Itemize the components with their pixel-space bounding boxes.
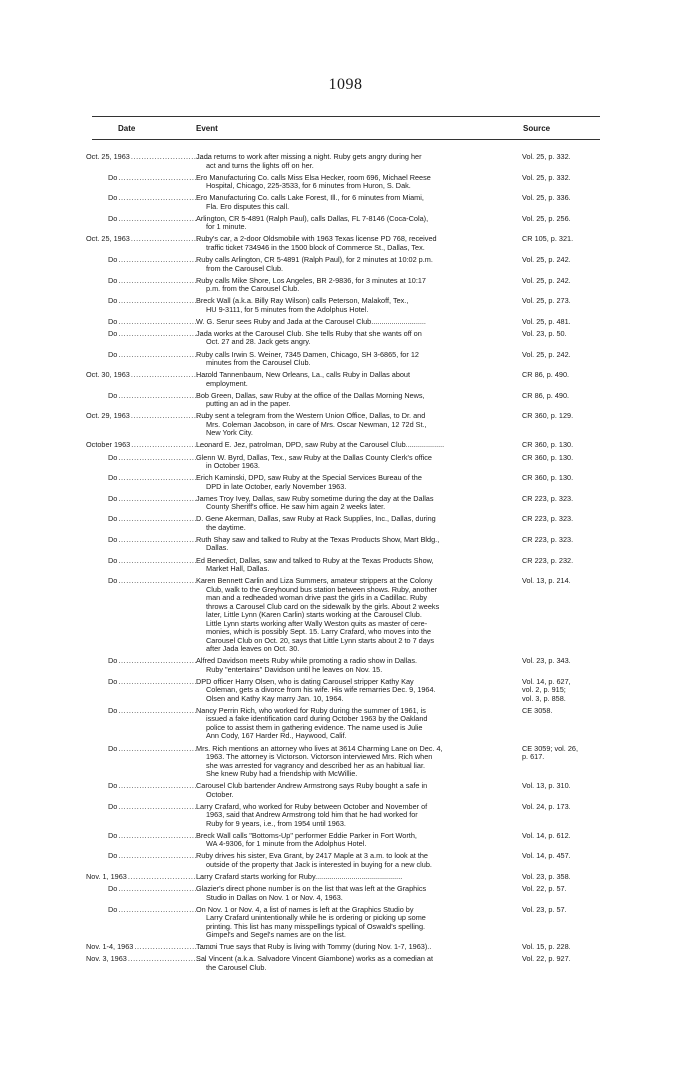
row-date-label: Do bbox=[108, 316, 118, 326]
source-line: Vol. 23, p. 343. bbox=[522, 656, 571, 666]
row-event bbox=[196, 194, 514, 211]
row-event bbox=[196, 412, 514, 438]
event-line: Olsen and Kathy Kay marry Jan. 10, 1964. bbox=[206, 693, 344, 703]
row-event bbox=[196, 153, 514, 170]
header-top-rule bbox=[92, 116, 600, 117]
event-line: WA 4-9306, for 1 minute from the Adolphus Hotel. bbox=[206, 839, 367, 849]
row-date-label: Do bbox=[108, 213, 118, 223]
event-line: p.m. from the Carousel Club. bbox=[206, 284, 300, 294]
row-event bbox=[196, 852, 514, 869]
dot-leader: .............................. bbox=[130, 152, 210, 161]
event-line: D. Gene Akerman, Dallas, saw Ruby at Rack Supplies, Inc., Dallas, during bbox=[196, 514, 436, 524]
row-event bbox=[196, 678, 514, 704]
row-date-label: Do bbox=[108, 851, 118, 861]
event-line: outside of the property that Jack is interested in buying for a new club. bbox=[206, 859, 432, 869]
event-line: Ruby for 9 years, i.e., from 1954 until 1963. bbox=[206, 818, 346, 828]
source-line: CR 360, p. 130. bbox=[522, 440, 574, 450]
row-event bbox=[196, 536, 514, 553]
dot-leader: .............................. bbox=[118, 473, 198, 483]
source-line: CR 360, p. 130. bbox=[522, 473, 574, 483]
source-line: Vol. 25, p. 481. bbox=[522, 316, 571, 326]
dot-leader: .............................. bbox=[118, 830, 198, 840]
column-header-event: Event bbox=[196, 124, 218, 133]
row-source bbox=[522, 536, 614, 545]
row-source bbox=[522, 557, 614, 566]
event-line: employment. bbox=[206, 378, 248, 388]
event-line: Ruth Shay saw and talked to Ruby at the Texas Products Show, Mart Bldg., bbox=[196, 534, 440, 544]
row-event bbox=[196, 955, 514, 972]
row-date bbox=[86, 370, 210, 380]
event-line: she was arrested for vagrancy and described her as an habitual liar. bbox=[206, 760, 426, 770]
dot-leader: .............................. bbox=[130, 411, 210, 421]
event-line: Ruby drives his sister, Eva Grant, by 2417 Maple at 3 a.m. to look at the bbox=[196, 851, 428, 861]
event-line: Ruby calls Mike Shore, Los Angeles, BR 2-9836, for 3 minutes at 10:17 bbox=[196, 275, 426, 285]
event-line: Oct. 27 and 28. Jack gets angry. bbox=[206, 337, 311, 347]
row-date-label: Do bbox=[108, 576, 118, 586]
row-source bbox=[522, 194, 614, 203]
event-line: Ruby calls Arlington, CR 5-4891 (Ralph Paul), for 2 minutes at 10:02 p.m. bbox=[196, 255, 433, 264]
event-line: putting an ad in the paper. bbox=[206, 399, 291, 409]
row-date-label: Oct. 25, 1963 bbox=[86, 234, 130, 244]
dot-leader: .............................. bbox=[118, 801, 198, 811]
row-source bbox=[522, 256, 614, 265]
row-date-label: Do bbox=[108, 328, 118, 338]
dot-leader: .............................. bbox=[118, 781, 198, 791]
row-date-label: Do bbox=[108, 743, 118, 753]
row-event bbox=[196, 330, 514, 347]
source-line: Vol. 13, p. 214. bbox=[522, 576, 571, 586]
row-date bbox=[86, 152, 210, 162]
column-header-source: Source bbox=[523, 124, 551, 133]
row-date-label: Oct. 30, 1963 bbox=[86, 370, 130, 380]
row-date bbox=[86, 954, 207, 964]
row-source bbox=[522, 906, 614, 915]
source-line: CR 223, p. 232. bbox=[522, 555, 574, 565]
row-event bbox=[196, 371, 514, 388]
dot-leader: .............................. bbox=[118, 851, 198, 861]
row-source bbox=[522, 873, 614, 882]
source-line: Vol. 22, p. 57. bbox=[522, 884, 567, 894]
source-line: Vol. 13, p. 310. bbox=[522, 781, 571, 791]
event-line: DPD officer Harry Olsen, who is dating Carousel stripper Kathy Kay bbox=[196, 676, 414, 686]
row-event bbox=[196, 277, 514, 294]
row-date-label: Do bbox=[108, 801, 118, 811]
row-source bbox=[522, 441, 614, 450]
row-event bbox=[196, 174, 514, 191]
row-source bbox=[522, 371, 614, 380]
row-source bbox=[522, 515, 614, 524]
event-line: Ruby's car, a 2-door Oldsmobile with 1963 Texas license PD 768, received bbox=[196, 234, 437, 244]
event-line: man and a redheaded woman drive past the girls in a Cadillac. Ruby bbox=[206, 593, 428, 603]
event-line: for 1 minute. bbox=[206, 222, 247, 232]
event-line: after Jada leaves on Oct. 30. bbox=[206, 644, 300, 654]
dot-leader: .............................. bbox=[118, 328, 198, 338]
row-date-label: Do bbox=[108, 781, 118, 791]
dot-leader: .............................. bbox=[118, 656, 198, 666]
dot-leader: .............................. bbox=[118, 296, 198, 306]
row-date-label: Nov. 3, 1963 bbox=[86, 954, 127, 964]
row-date-label: Do bbox=[108, 255, 118, 264]
event-line: traffic ticket 734946 in the 1500 block of Commerce St., Dallas, Tex. bbox=[206, 242, 425, 252]
event-line: Ruby sent a telegram from the Western Union Office, Dallas, to Dr. and bbox=[196, 411, 426, 421]
source-line: CR 105, p. 321. bbox=[522, 234, 574, 244]
row-event bbox=[196, 392, 514, 409]
dot-leader: .............................. bbox=[130, 234, 210, 244]
dot-leader: .............................. bbox=[118, 275, 198, 285]
dot-leader: .............................. bbox=[134, 942, 214, 952]
event-line: Breck Wall (a.k.a. Billy Ray Wilson) calls Peterson, Malakoff, Tex., bbox=[196, 296, 409, 306]
row-source bbox=[522, 235, 614, 244]
dot-leader: .............................. bbox=[118, 576, 198, 586]
row-source bbox=[522, 832, 614, 841]
dot-leader: .............................. bbox=[127, 872, 207, 881]
row-date-label: Do bbox=[108, 473, 118, 483]
row-source bbox=[522, 657, 614, 666]
row-date-label: Do bbox=[108, 555, 118, 565]
row-date-label: Oct. 29, 1963 bbox=[86, 411, 130, 421]
row-event bbox=[196, 474, 514, 491]
row-event bbox=[196, 318, 514, 327]
row-event bbox=[196, 782, 514, 799]
dot-leader: .............................. bbox=[118, 193, 198, 203]
event-line: New York City. bbox=[206, 428, 253, 438]
row-date-label: Do bbox=[108, 172, 118, 182]
page-number: 1098 bbox=[328, 76, 363, 93]
dot-leader: .............................. bbox=[131, 440, 211, 450]
dot-leader: .............................. bbox=[118, 172, 198, 182]
event-line: Gimpel's and Segel's names are on the list. bbox=[206, 930, 346, 940]
event-line: Dallas. bbox=[206, 543, 229, 553]
row-source bbox=[522, 454, 614, 463]
event-line: the daytime. bbox=[206, 522, 246, 532]
event-line: throws a Carousel Club card on the sidewalk by the girls. About 2 weeks bbox=[206, 601, 440, 611]
dot-leader: .............................. bbox=[118, 555, 198, 565]
row-event bbox=[196, 297, 514, 314]
source-line: Vol. 25, p. 256. bbox=[522, 213, 571, 223]
row-source bbox=[522, 174, 614, 183]
event-line: Bob Green, Dallas, saw Ruby at the office of the Dallas Morning News, bbox=[196, 390, 425, 400]
dot-leader: .............................. bbox=[118, 884, 198, 894]
event-line: Carousel Club on Oct. 20, says that Little Lynn starts about 2 to 7 days bbox=[206, 635, 435, 645]
source-line: CR 86, p. 490. bbox=[522, 390, 570, 400]
row-event bbox=[196, 454, 514, 471]
event-line: Ruby calls Irwin S. Weiner, 7345 Damen, Chicago, SH 3-6865, for 12 bbox=[196, 349, 419, 359]
row-event bbox=[196, 707, 514, 741]
event-line: Market Hall, Dallas. bbox=[206, 564, 270, 573]
dot-leader: .............................. bbox=[118, 213, 198, 223]
event-line: act and turns the lights off on her. bbox=[206, 160, 314, 170]
source-line: Vol. 23, p. 57. bbox=[522, 904, 567, 914]
event-line: Ed Benedict, Dallas, saw and talked to Ruby at the Texas Products Show, bbox=[196, 555, 434, 565]
row-date-label: Do bbox=[108, 884, 118, 894]
event-line: the Carousel Club. bbox=[206, 962, 267, 972]
row-date-label: Do bbox=[108, 534, 118, 544]
event-line: Mrs. Rich mentions an attorney who lives at 3614 Charming Lane on Dec. 4, bbox=[196, 743, 443, 753]
row-source bbox=[522, 803, 614, 812]
source-line: CR 86, p. 490. bbox=[522, 370, 570, 380]
row-source bbox=[522, 330, 614, 339]
row-date-label: Do bbox=[108, 390, 118, 400]
row-event bbox=[196, 906, 514, 940]
row-event bbox=[196, 832, 514, 849]
row-source bbox=[522, 474, 614, 483]
dot-leader: .............................. bbox=[118, 255, 198, 264]
event-line: police to assist them in gathering evidence. The name used is Julie bbox=[206, 722, 423, 732]
event-line: Little Lynn starts working after Wally Weston quits as master of cere- bbox=[206, 618, 428, 628]
source-line: CE 3059; vol. 26, bbox=[522, 743, 578, 753]
row-event bbox=[196, 885, 514, 902]
event-line: James Troy Ivey, Dallas, saw Ruby sometime during the day at the Dallas bbox=[196, 493, 434, 503]
row-source bbox=[522, 392, 614, 401]
row-source bbox=[522, 852, 614, 861]
event-line: issued a fake identification card during October 1963 by the Oakland bbox=[206, 714, 428, 724]
event-line: DPD in late October, early November 1963. bbox=[206, 481, 347, 491]
row-date bbox=[86, 942, 214, 952]
source-line: CR 360, p. 130. bbox=[522, 452, 574, 462]
dot-leader: .............................. bbox=[118, 676, 198, 686]
row-source bbox=[522, 277, 614, 286]
event-line: Ruby "entertains" Davidson until he leaves on Nov. 15. bbox=[206, 664, 383, 674]
dot-leader: .............................. bbox=[118, 390, 198, 400]
event-line: Karen Bennett Carlin and Liza Summers, amateur strippers at the Colony bbox=[196, 576, 433, 586]
dot-leader: .............................. bbox=[118, 904, 198, 914]
event-line: Ero Manufacturing Co. calls Miss Elsa Hecker, room 696, Michael Reese bbox=[196, 172, 431, 182]
row-date-label: Do bbox=[108, 656, 118, 666]
source-line: CR 360, p. 129. bbox=[522, 411, 574, 421]
dot-leader: .............................. bbox=[130, 370, 210, 380]
event-line: County Sheriff's office. He saw him again 2 weeks later. bbox=[206, 502, 386, 512]
dot-leader: .............................. bbox=[127, 954, 207, 964]
source-line: Vol. 14, p. 612. bbox=[522, 830, 571, 840]
row-source bbox=[522, 153, 614, 162]
event-line: Studio in Dallas on Nov. 1 or Nov. 4, 1963. bbox=[206, 892, 343, 902]
row-event bbox=[196, 943, 514, 952]
source-line: p. 617. bbox=[522, 752, 545, 761]
row-date-label: Do bbox=[108, 514, 118, 524]
dot-leader: .............................. bbox=[118, 514, 198, 524]
event-line: She knew Ruby had a friendship with McWillie. bbox=[206, 769, 358, 778]
row-source bbox=[522, 495, 614, 504]
event-line: Mrs. Coleman Jacobson, in care of Mrs. Oscar Newman, 12 72d St., bbox=[206, 419, 427, 429]
event-line: Larry Crafard unintentionally while he is ordering or picking up some bbox=[206, 913, 426, 923]
dot-leader: .............................. bbox=[118, 743, 198, 753]
event-line: Erich Kaminski, DPD, saw Ruby at the Special Services Bureau of the bbox=[196, 473, 422, 483]
event-line: Alfred Davidson meets Ruby while promoting a radio show in Dallas. bbox=[196, 656, 418, 666]
row-event bbox=[196, 215, 514, 232]
row-date bbox=[86, 440, 211, 450]
source-line: Vol. 14, p. 457. bbox=[522, 851, 571, 861]
event-line: Harold Tannenbaum, New Orleans, La., calls Ruby in Dallas about bbox=[196, 370, 411, 380]
event-line: Fla. Ero disputes this call. bbox=[206, 201, 290, 211]
row-source bbox=[522, 351, 614, 360]
column-header-date: Date bbox=[118, 124, 136, 133]
row-date-label: Do bbox=[108, 349, 118, 359]
row-event bbox=[196, 441, 514, 450]
source-line: Vol. 25, p. 332. bbox=[522, 152, 571, 161]
event-line: Larry Crafard starts working for Ruby........................................... bbox=[196, 872, 403, 881]
source-line: vol. 2, p. 915; bbox=[522, 685, 566, 695]
row-source bbox=[522, 577, 614, 586]
row-event bbox=[196, 873, 514, 882]
source-line: Vol. 25, p. 242. bbox=[522, 349, 571, 359]
event-line: HU 9-3111, for 5 minutes from the Adolphus Hotel. bbox=[206, 304, 369, 314]
event-line: in October 1963. bbox=[206, 461, 260, 470]
row-date-label: October 1963 bbox=[86, 440, 131, 450]
source-line: Vol. 15, p. 228. bbox=[522, 942, 571, 952]
row-event bbox=[196, 515, 514, 532]
row-date-label: Do bbox=[108, 493, 118, 503]
dot-leader: .............................. bbox=[118, 534, 198, 544]
source-line: Vol. 25, p. 242. bbox=[522, 255, 571, 264]
row-date-label: Oct. 25, 1963 bbox=[86, 152, 130, 161]
row-source bbox=[522, 782, 614, 791]
row-source bbox=[522, 318, 614, 327]
row-event bbox=[196, 803, 514, 829]
event-line: Tammi True says that Ruby is living with Tommy (during Nov. 1-7, 1963).. bbox=[196, 942, 432, 952]
event-line: Larry Crafard, who worked for Ruby between October and November of bbox=[196, 801, 428, 811]
row-date-label: Do bbox=[108, 296, 118, 306]
event-line: Sal Vincent (a.k.a. Salvadore Vincent Giambone) works as a comedian at bbox=[196, 954, 434, 964]
row-date-label: Nov. 1-4, 1963 bbox=[86, 942, 134, 952]
row-event bbox=[196, 235, 514, 252]
row-date-label: Do bbox=[108, 275, 118, 285]
event-line: Glenn W. Byrd, Dallas, Tex., saw Ruby at the Dallas County Clerk's office bbox=[196, 452, 432, 462]
event-line: Nancy Perrin Rich, who worked for Ruby during the summer of 1961, is bbox=[196, 705, 426, 715]
source-line: CR 223, p. 323. bbox=[522, 493, 574, 503]
header-bottom-rule bbox=[92, 139, 600, 140]
event-line: On Nov. 1 or Nov. 4, a list of names is left at the Graphics Studio by bbox=[196, 904, 414, 914]
row-source bbox=[522, 955, 614, 964]
row-date-label: Do bbox=[108, 705, 118, 715]
row-event bbox=[196, 495, 514, 512]
row-source bbox=[522, 943, 614, 952]
row-source bbox=[522, 707, 614, 716]
source-line: vol. 3, p. 858. bbox=[522, 693, 566, 703]
row-date-label: Nov. 1, 1963 bbox=[86, 872, 127, 881]
row-source bbox=[522, 678, 614, 704]
source-line: Vol. 25, p. 336. bbox=[522, 193, 571, 203]
dot-leader: .............................. bbox=[118, 316, 198, 326]
source-line: Vol. 25, p. 273. bbox=[522, 296, 571, 306]
event-line: monies, which is possibly Sept. 15. Larry Crafard, who moves into the bbox=[206, 627, 432, 637]
source-line: Vol. 23, p. 358. bbox=[522, 872, 571, 881]
row-event bbox=[196, 657, 514, 674]
dot-leader: .............................. bbox=[118, 452, 198, 462]
source-line: Vol. 25, p. 332. bbox=[522, 172, 571, 182]
event-line: 1963, said that Andrew Armstrong told him that he had worked for bbox=[206, 810, 418, 820]
row-source bbox=[522, 885, 614, 894]
row-date-label: Do bbox=[108, 676, 118, 686]
event-line: Ero Manufacturing Co. calls Lake Forest, Ill., for 6 minutes from Miami, bbox=[196, 193, 424, 203]
event-line: October. bbox=[206, 789, 234, 799]
row-event bbox=[196, 351, 514, 368]
row-source bbox=[522, 215, 614, 224]
source-line: Vol. 22, p. 927. bbox=[522, 954, 571, 964]
event-line: W. G. Serur sees Ruby and Jada at the Carousel Club........................... bbox=[196, 316, 426, 326]
event-line: from the Carousel Club. bbox=[206, 263, 284, 273]
event-line: minutes from the Carousel Club. bbox=[206, 358, 311, 367]
event-line: Glazier's direct phone number is on the list that was left at the Graphics bbox=[196, 884, 427, 894]
event-line: Arlington, CR 5-4891 (Ralph Paul), calls Dallas, FL 7-8146 (Coca-Cola), bbox=[196, 213, 429, 223]
row-date-label: Do bbox=[108, 193, 118, 203]
row-date bbox=[86, 411, 210, 421]
row-event bbox=[196, 256, 514, 273]
row-date-label: Do bbox=[108, 904, 118, 914]
row-source bbox=[522, 745, 614, 762]
source-line: CR 223, p. 323. bbox=[522, 534, 574, 544]
event-line: Ann Cody, 167 Harder Rd., Haywood, Calif. bbox=[206, 731, 347, 741]
event-line: Breck Wall calls "Bottoms-Up" performer Eddie Parker in Fort Worth, bbox=[196, 830, 417, 840]
row-date bbox=[86, 872, 207, 882]
source-line: Vol. 14, p. 627, bbox=[522, 676, 571, 686]
row-event bbox=[196, 745, 514, 779]
source-line: Vol. 23, p. 50. bbox=[522, 328, 567, 338]
row-event bbox=[196, 577, 514, 654]
event-line: Club, walk to the Greyhound bus station between shows. Ruby, another bbox=[206, 584, 438, 594]
event-line: Hospital, Chicago, 225-3533, for 6 minutes from Huron, S. Dak. bbox=[206, 181, 411, 191]
event-line: Jada returns to work after missing a night. Ruby gets angry during her bbox=[196, 152, 422, 161]
event-line: Carousel Club bartender Andrew Armstrong says Ruby bought a safe in bbox=[196, 781, 428, 791]
row-source bbox=[522, 297, 614, 306]
row-source bbox=[522, 412, 614, 421]
source-line: Vol. 24, p. 173. bbox=[522, 801, 571, 811]
event-line: later, Little Lynn (Karen Carlin) starts working at the Carousel Club. bbox=[206, 610, 422, 620]
source-line: Vol. 25, p. 242. bbox=[522, 275, 571, 285]
event-line: Jada works at the Carousel Club. She tells Ruby that she wants off on bbox=[196, 328, 422, 338]
row-date bbox=[86, 234, 210, 244]
event-line: 1963. The attorney is Victorson. Victorson interviewed Mrs. Rich when bbox=[206, 752, 433, 761]
event-line: Leonard E. Jez, patrolman, DPD, saw Ruby at the Carousel Club................... bbox=[196, 440, 445, 450]
event-line: printing. This list has many misspellings typical of Oswald's spelling. bbox=[206, 921, 426, 931]
dot-leader: .............................. bbox=[118, 493, 198, 503]
event-line: Coleman, gets a divorce from his wife. His wife remarries Dec. 9, 1964. bbox=[206, 685, 436, 695]
row-event bbox=[196, 557, 514, 574]
row-date-label: Do bbox=[108, 830, 118, 840]
source-line: CR 223, p. 323. bbox=[522, 514, 574, 524]
source-line: CE 3058. bbox=[522, 705, 553, 715]
row-date-label: Do bbox=[108, 452, 118, 462]
dot-leader: .............................. bbox=[118, 705, 198, 715]
dot-leader: .............................. bbox=[118, 349, 198, 359]
